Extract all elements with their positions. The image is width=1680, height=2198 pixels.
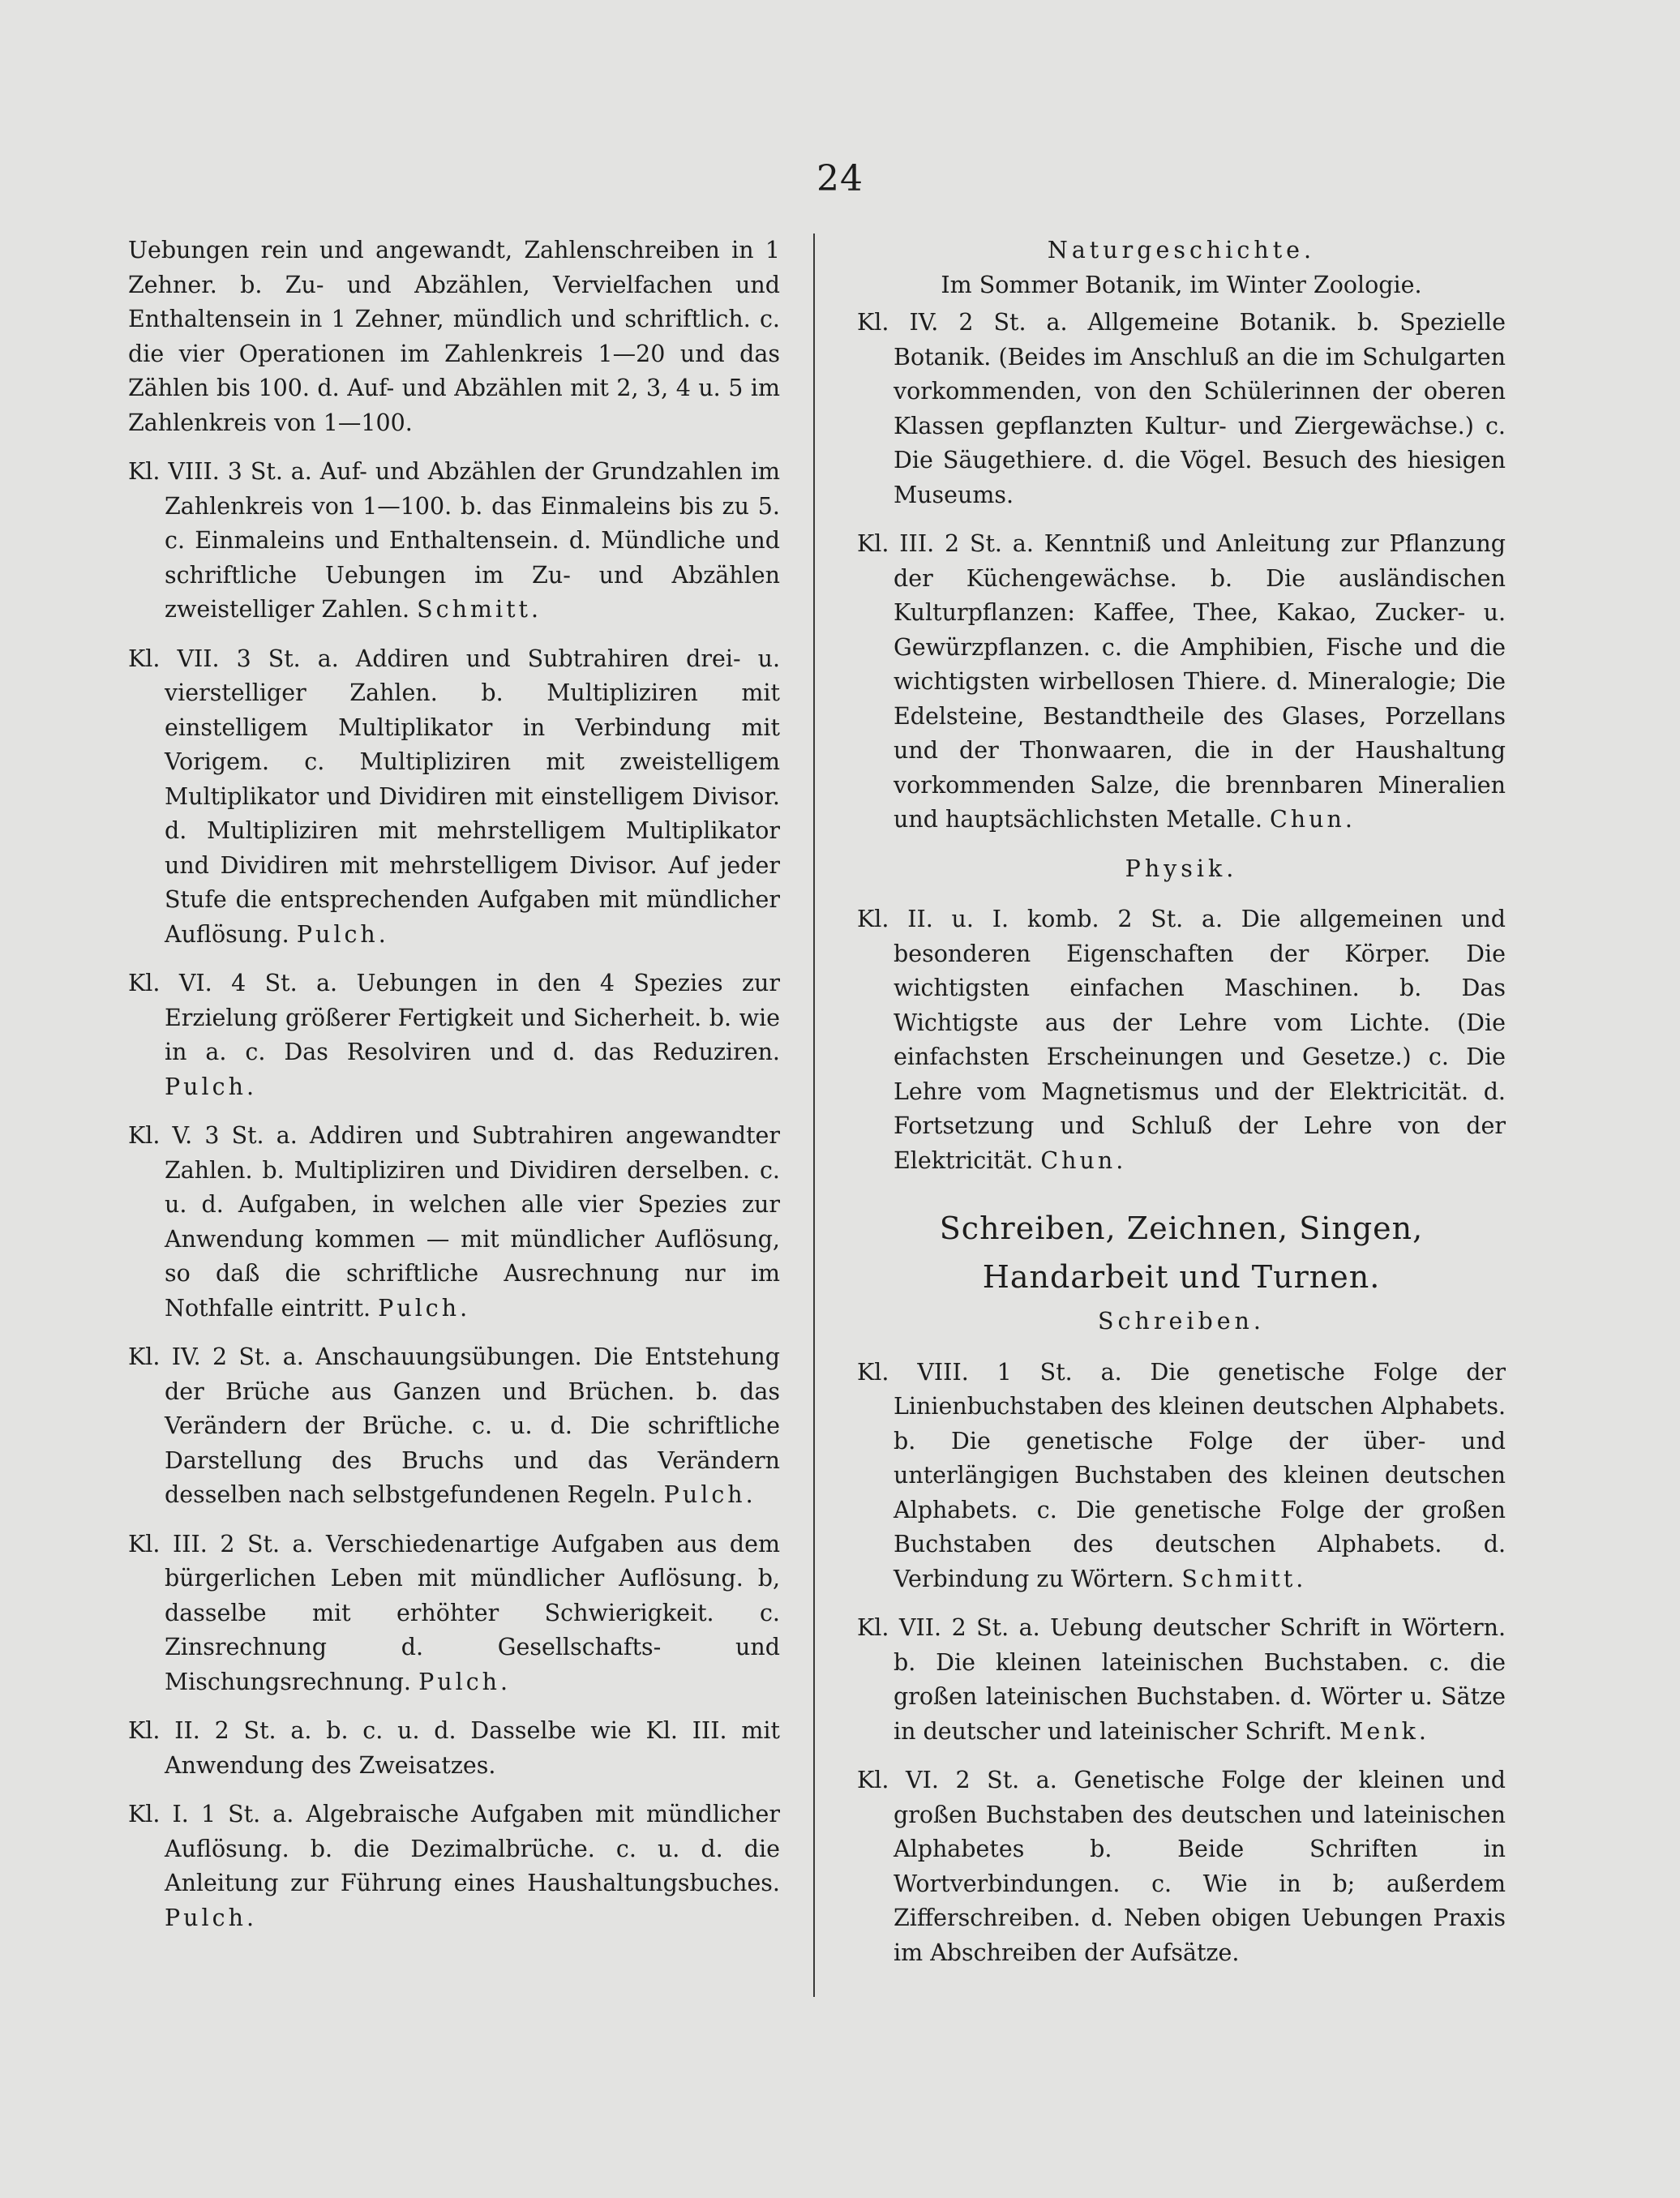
teacher-name: Pulch. [663, 1481, 756, 1508]
schreiben-heading: Schreiben. [1098, 1308, 1265, 1335]
right-entry [857, 1356, 1506, 1597]
teacher-name: Chun. [1269, 806, 1356, 833]
entry-text: 2 St. a. b. c. u. d. Dasselbe wie Kl. III. mit Anwendung des Zweisatzes. [165, 1717, 780, 1779]
right-column [857, 234, 1506, 1985]
class-label: Kl. IV. [128, 1343, 201, 1370]
entry-text: 3 St. a. Addiren und Subtrahiren angewandter Zahlen. b. Multipliziren und Dividiren derselben. c. u. d. Aufgaben, in welchen alle vier Spezies zur Anwendung kommen — mit mündlicher Auflösung, so daß die schriftliche Ausrechnung nur im Nothfalle eintritt. [165, 1122, 781, 1322]
class-label: Kl. IV. [857, 309, 939, 336]
entry-text: 4 St. a. Uebungen in den 4 Spezies zur Erzielung größerer Fertigkeit und Sicherheit. b. wie in a. c. Das Resolviren und d. das Reduziren. [165, 970, 780, 1065]
right-entry [857, 527, 1506, 838]
section-heading: Schreiben, Zeichnen, Singen, Handarbeit und Turnen. [939, 1210, 1424, 1295]
right-entry [857, 306, 1506, 512]
entry-text: 2 St. a. Anschauungsübungen. Die Entstehung der Brüche aus Ganzen und Brüchen. b. das Verändern der Brüche. c. u. d. Die schriftliche Darstellung des Bruchs und das Verändern desselben nach selbstgefundenen Regeln. [165, 1343, 781, 1508]
arithmetic-intro: Uebungen rein und angewandt, Zahlenschreiben in 1 Zehner. b. Zu- und Abzählen, Vervielfachen und Enthaltensein in 1 Zehner, mündlich und schriftlich. c. die vier Operationen im Zahlenkreis 1—20 und das Zählen bis 100. d. Auf- und Abzählen mit 2, 3, 4 u. 5 im Zahlenkreis von 1—100. [128, 237, 780, 436]
teacher-name: Schmitt. [417, 596, 542, 623]
class-label: Kl. VI. [128, 970, 212, 996]
class-label: Kl. I. [128, 1801, 189, 1827]
physik-heading: Physik. [1125, 855, 1238, 882]
class-label: Kl. VIII. [128, 458, 220, 485]
class-label: Kl. VII. [857, 1614, 942, 1641]
right-entry [857, 1611, 1506, 1749]
class-label: Kl. VII. [128, 645, 220, 672]
class-label: Kl. V. [128, 1122, 193, 1149]
class-label: Kl. II. u. I. [857, 906, 1009, 932]
right-entry [857, 902, 1506, 1178]
teacher-name: Chun. [1040, 1146, 1127, 1174]
entry-text: 2 St. a. Allgemeine Botanik. b. Spezielle Botanik. (Beides im Anschluß an die im Schulgarten vorkommenden, von den Schülerinnen der oberen Klassen gepflanzten Kultur- und Ziergewächse.) c. Die Säugethiere. d. die Vögel. Besuch des hiesigen Museums. [894, 309, 1506, 508]
right-entry [857, 1763, 1506, 1970]
teacher-name: Pulch. [418, 1668, 512, 1695]
entry-text: 2 St. a. Verschiedenartige Aufgaben aus dem bürgerlichen Leben mit mündlicher Auflösung. b, dasselbe mit erhöhter Schwierigkeit. c. Zinsrechnung d. Gesellschafts- und Mischungsrechnung. [165, 1530, 781, 1695]
teacher-name: Pulch. [165, 1073, 258, 1100]
entry-text: 2 St. a. Kenntniß und Anleitung zur Pflanzung der Küchengewächse. b. Die ausländischen Kulturpflanzen: Kaffee, Thee, Kakao, Zucker- u. Gewürzpflanzen. c. die Amphibien, Fische und die wichtigsten wirbellosen Thiere. d. Mineralogie; Die Edelsteine, Bestandtheile des Glases, Porzellans und der Thonwaaren, die in der Haushaltung vorkommenden Salze, die brennbaren Mineralien und hauptsächlichsten Metalle. [894, 530, 1506, 833]
left-entry [128, 1119, 780, 1326]
entry-text: 3 St. a. Auf- und Abzählen der Grundzahlen im Zahlenkreis von 1—100. b. das Einmaleins bis zu 5. c. Einmaleins und Enthaltensein. d. Mündliche und schriftliche Uebungen im Zu- und Abzählen zweistelliger Zahlen. [165, 458, 780, 623]
teacher-name: Pulch. [296, 920, 389, 948]
teacher-name: Menk. [1339, 1717, 1429, 1745]
entry-text: 2 St. a. Genetische Folge der kleinen und großen Buchstaben des deutschen und lateinischen Alphabetes b. Beide Schriften in Wortverbindungen. c. Wie in b; außerdem Zifferschreiben. d. Neben obigen Uebungen Praxis im Abschreiben der Aufsätze. [894, 1767, 1506, 1966]
class-label: Kl. III. [857, 530, 935, 557]
naturgeschichte-heading: Naturgeschichte. [1047, 237, 1316, 264]
left-entry [128, 1527, 780, 1700]
left-entry [128, 966, 780, 1104]
page-number: 24 [816, 158, 864, 199]
class-label: Kl. VI. [857, 1767, 939, 1793]
left-entry [128, 642, 780, 953]
entry-text: 1 St. a. Die genetische Folge der Linienbuchstaben des kleinen deutschen Alphabets. b. Die genetische Folge der über- und unterlängigen Buchstaben des kleinen deutschen Alphabets. c. Die genetische Folge der großen Buchstaben des deutschen Alphabets. d. Verbindung zu Wörtern. [894, 1358, 1506, 1592]
class-label: Kl. III. [128, 1530, 208, 1557]
entry-text: 1 St. a. Algebraische Aufgaben mit mündlicher Auflösung. b. die Dezimalbrüche. c. u. d. die Anleitung zur Führung eines Haushaltungsbuches. [165, 1801, 780, 1896]
left-entry [128, 1797, 780, 1935]
column-divider [813, 234, 815, 1997]
teacher-name: Pulch. [165, 1904, 258, 1931]
left-entry [128, 1340, 780, 1513]
left-entry [128, 455, 780, 628]
teacher-name: Pulch. [378, 1294, 471, 1322]
naturgeschichte-note: Im Sommer Botanik, im Winter Zoologie. [941, 271, 1422, 298]
teacher-name: Schmitt. [1181, 1565, 1307, 1592]
class-label: Kl. II. [128, 1717, 200, 1744]
class-label: Kl. VIII. [857, 1358, 969, 1386]
entry-text: 3 St. a. Addiren und Subtrahiren drei- u. vierstelliger Zahlen. b. Multipliziren mit einstelligem Multiplikator in Verbindung mit Vorigem. c. Multipliziren mit zweistelligem Multiplikator und Dividiren mit einstelligem Divisor. d. Multipliziren mit mehrstelligem Multiplikator und Dividiren mit mehrstelligem Divisor. Auf jeder Stufe die entsprechenden Aufgaben mit mündlicher Auflösung. [165, 645, 781, 948]
left-column [128, 234, 780, 1950]
left-entry [128, 1714, 780, 1783]
entry-text: 2 St. a. Uebung deutscher Schrift in Wörtern. b. Die kleinen lateinischen Buchstaben. c. die großen lateinischen Buchstaben. d. Wörter u. Sätze in deutscher und lateinischer Schrift. [894, 1614, 1506, 1745]
entry-text: komb. 2 St. a. Die allgemeinen und besonderen Eigenschaften der Körper. Die wichtigsten einfachen Maschinen. b. Das Wichtigste aus der Lehre vom Lichte. (Die einfachsten Erscheinungen und Gesetze.) c. Die Lehre vom Magnetismus und der Elektricität. d. Fortsetzung und Schluß der Lehre von der Elektricität. [894, 906, 1506, 1174]
